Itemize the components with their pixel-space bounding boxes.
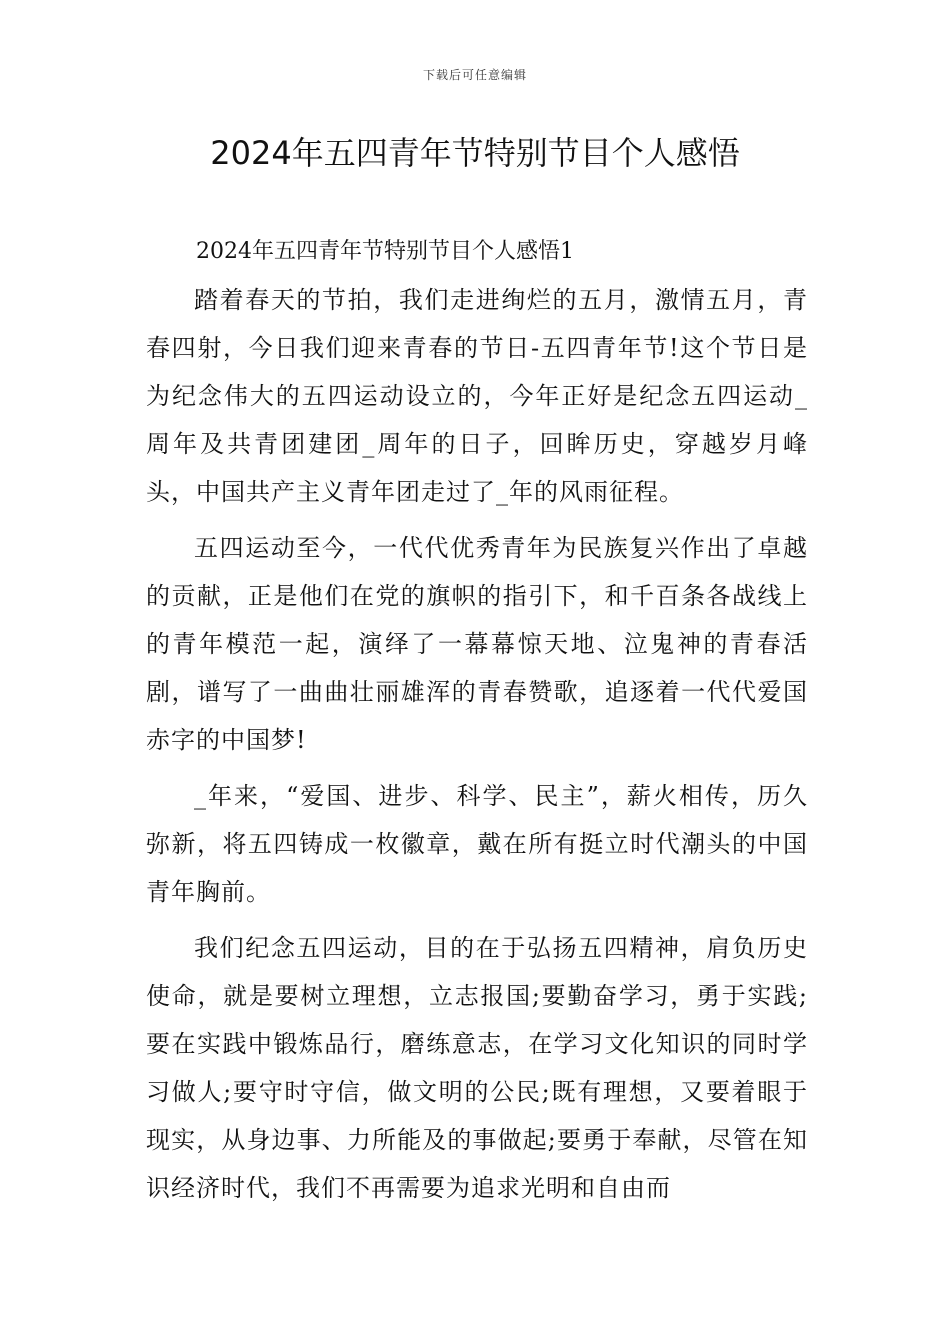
paragraph-4: 我们纪念五四运动，目的在于弘扬五四精神，肩负历史使命，就是要树立理想，立志报国;要勤奋学习，勇于实践;要在实践中锻炼品行，磨练意志，在学习文化知识的同时学习做人;要守时守信，做文明的公民;既有理想，又要着眼于现实，从身边事、力所能及的事做起;要勇于奉献，尽管在知识经济时代，我们不再需要为追求光明和自由而 — [146, 934, 808, 1202]
header-note: 下载后可任意编辑 — [422, 68, 527, 82]
paragraph-3: _年来，“爱国、进步、科学、民主”，薪火相传，历久弥新，将五四铸成一枚徽章，戴在所有挺立时代潮头的中国青年胸前。 — [146, 782, 808, 906]
paragraph-2: 五四运动至今，一代代优秀青年为民族复兴作出了卓越的贡献，正是他们在党的旗帜的指引下，和千百条各战线上的青年模范一起，演绎了一幕幕惊天地、泣鬼神的青春活剧，谱写了一曲曲壮丽雄浑的青春赞歌，追逐着一代代爱国赤字的中国梦! — [146, 534, 808, 754]
document-title: 2024年五四青年节特别节目个人感悟 — [210, 134, 740, 172]
paragraph-1: 踏着春天的节拍，我们走进绚烂的五月，激情五月，青春四射，今日我们迎来青春的节日-五四青年节!这个节日是为纪念伟大的五四运动设立的，今年正好是纪念五四运动_周年及共青团建团_周年的日子，回眸历史，穿越岁月峰头，中国共产主义青年团走过了_年的风雨征程。 — [146, 286, 808, 506]
document-body — [146, 228, 808, 1212]
section-subtitle: 2024年五四青年节特别节目个人感悟1 — [196, 239, 574, 264]
